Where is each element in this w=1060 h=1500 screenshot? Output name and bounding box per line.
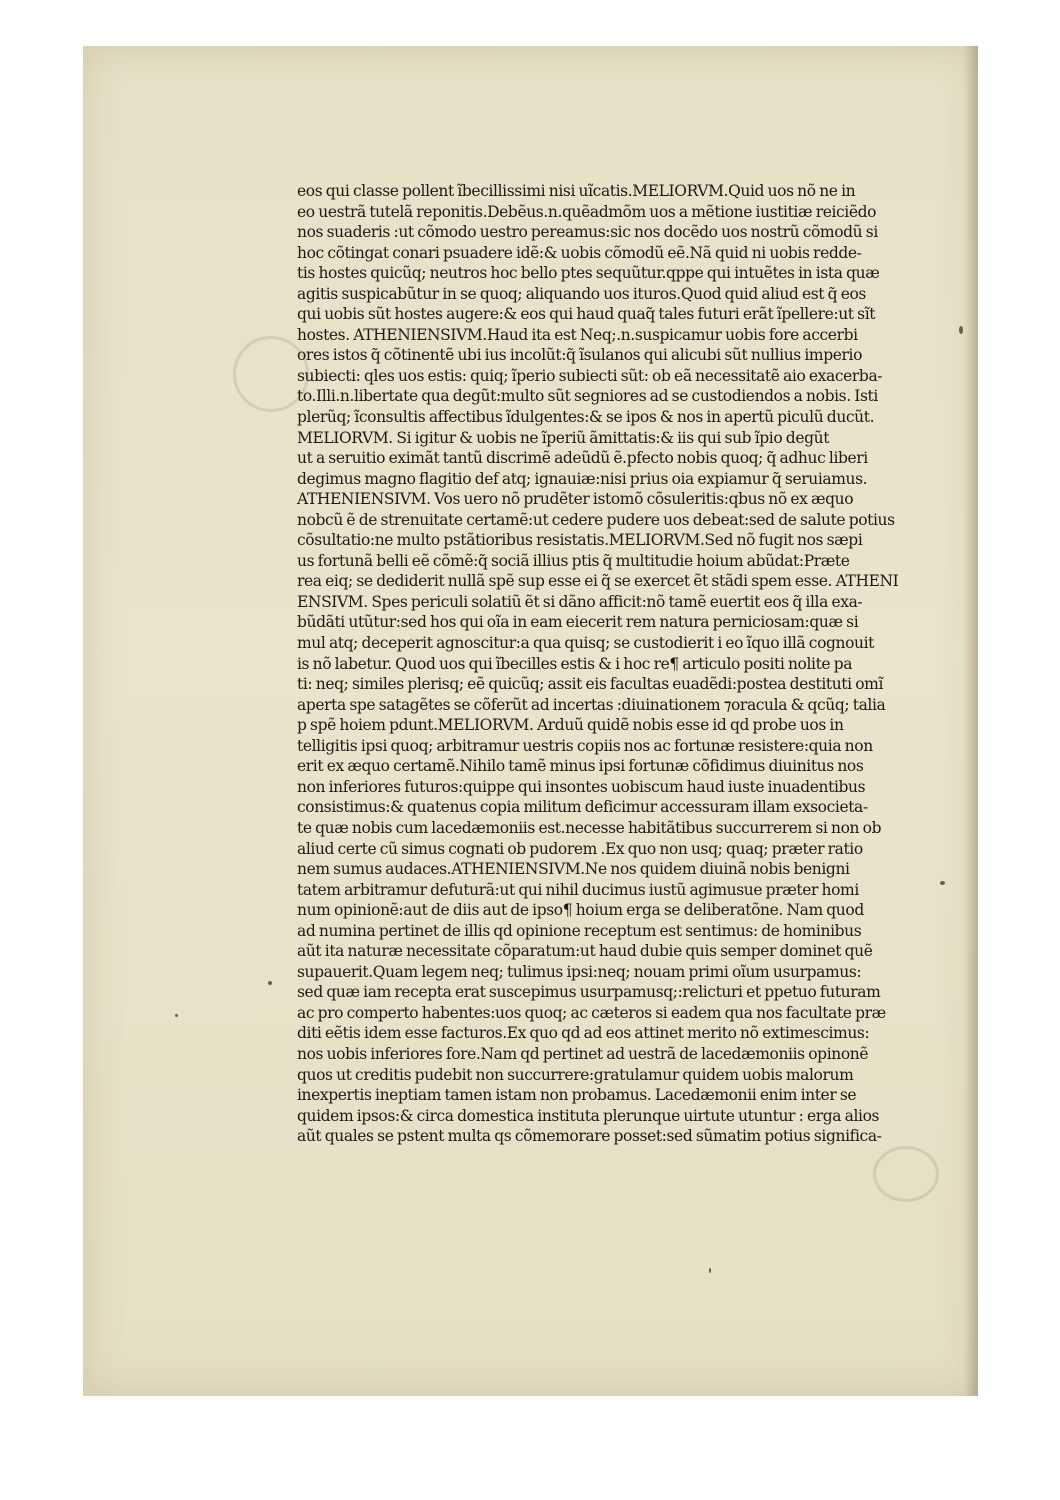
text-line: aperta spe satagẽtes se cõferũt ad incertas :diuinationem ⁊oracula & qcũq; talia (297, 695, 886, 714)
text-line: non inferiores futuros:quippe qui insontes uobiscum haud iuste inuadentibus (297, 777, 866, 796)
text-line: degimus magno flagitio def atq; ignauiæ:nisi prius oia expiamur q̃ seruiamus. (297, 469, 868, 488)
text-line: qui uobis sũt hostes augere:& eos qui haud quaq̃ tales futuri erãt ĩpellere:ut sĩt (297, 305, 876, 324)
text-line: ac pro comperto habentes:uos quoq; ac cæteros si eadem qua nos facultate præ (297, 1003, 886, 1022)
text-line: cõsultatio:ne multo pstãtioribus resistatis.MELIORVM.Sed nõ fugit nos sæpi (297, 531, 863, 550)
text-line: is nõ labetur. Quod uos qui ĩbecilles estis & i hoc re¶ articulo positi nolite pa (297, 654, 853, 673)
text-line: ad numina pertinet de illis qd opinione receptum est sentimus: de hominibus (297, 921, 862, 940)
text-line: ATHENIENSIVM. Vos uero nõ prudẽter istomõ cõsuleritis:qbus nõ ex æquo (297, 490, 854, 509)
text-line: te quæ nobis cum lacedæmoniis est.necesse habitãtibus succurrerem si non ob (297, 818, 882, 837)
text-line: num opinionẽ:aut de diis aut de ipso¶ hoium erga se deliberatõne. Nam quod (297, 901, 864, 920)
text-line: agitis suspicabũtur in se quoq; aliquando uos ituros.Quod quid aliud est q̃ eos (297, 284, 866, 303)
text-line: eo uestrã tutelã reponitis.Debẽus.n.quẽadmõm uos a mẽtione iustitiæ reiciẽdo (297, 202, 877, 221)
text-line: ENSIVM. Spes periculi solatiũ ẽt si dãno afficit:nõ tamẽ euertit eos q̃ illa exa- (297, 592, 863, 611)
page-edge-shadow (964, 46, 978, 1396)
text-line: p spẽ hoiem pdunt.MELIORVM. Arduũ quidẽ nobis esse id qd probe uos in (297, 716, 844, 735)
text-line: rea eiq; se dediderit nullã spẽ sup esse ei q̃ se exercet ẽt stãdi spem esse. ATHENI (297, 572, 899, 591)
text-line: aliud certe cũ simus cognati ob pudorem .Ex quo non usq; quaq; præter ratio (297, 839, 863, 858)
text-line: bũdãti utũtur:sed hos qui oĩa in eam eiecerit rem natura perniciosam:quæ si (297, 613, 859, 632)
text-line: telligitis ipsi quoq; arbitramur uestris copiis nos ac fortunæ resistere:quia non (297, 736, 873, 755)
text-line: hostes. ATHENIENSIVM.Haud ita est Neq;.n.suspicamur uobis fore accerbi (297, 325, 858, 344)
text-line: to.Illi.n.libertate qua degũt:multo sũt segniores ad se custodiendos a nobis. Isti (297, 387, 878, 406)
ink-speck (268, 981, 272, 985)
ink-speck (175, 1014, 178, 1017)
text-line: quos ut creditis pudebit non succurrere:gratulamur quidem uobis malorum (297, 1065, 854, 1084)
text-line: ut a seruitio eximãt tantũ discrimẽ adeũdũ ẽ.pfecto nobis quoq; q̃ adhuc liberi (297, 449, 868, 468)
text-line: aũt ita naturæ necessitate cõparatum:ut haud dubie quis semper dominet quẽ (297, 942, 873, 961)
text-line: MELIORVM. Si igitur & uobis ne ĩperiũ ãmittatis:& iis qui sub ĩpio degũt (297, 428, 830, 447)
text-line: ti: neq; similes plerisq; eẽ quicũq; assit eis facultas euadẽdi:postea destituti omĩ (297, 675, 883, 694)
text-line: nos uobis inferiores fore.Nam qd pertinet ad uestrã de lacedæmoniis opinonẽ (297, 1044, 869, 1063)
text-line: hoc cõtingat conari psuadere idẽ:& uobis cõmodũ eẽ.Nã quid ni uobis redde- (297, 243, 862, 262)
text-line: erit ex æquo certamẽ.Nihilo tamẽ minus ipsi fortunæ cõfidimus diuinitus nos (297, 757, 864, 776)
text-line: tatem arbitramur defuturã:ut qui nihil ducimus iustũ agimusue præter homi (297, 880, 859, 899)
ink-speck (709, 1268, 711, 1273)
text-line: aũt quales se pstent multa qs cõmemorare posset:sed sũmatim potius significa- (297, 1127, 882, 1146)
text-line: plerũq; ĩconsultis affectibus ĩdulgentes:& se ipos & nos in apertũ piculũ ducũt. (297, 408, 875, 427)
text-line: eos qui classe pollent ĩbecillissimi nisi uĩcatis.MELIORVM.Quid uos nõ ne in (297, 182, 856, 200)
text-line: tis hostes quicũq; neutros hoc bello ptes sequũtur.qppe qui intuẽtes in ista quæ (297, 264, 880, 283)
watermark-stamp (873, 1146, 939, 1202)
text-line: diti eẽtis idem esse facturos.Ex quo qd ad eos attinet merito nõ extimescimus: (297, 1024, 870, 1043)
text-line: supauerit.Quam legem neq; tulimus ipsi:neq; nouam primi oĩum usurpamus: (297, 962, 862, 981)
text-line: nos suaderis :ut cõmodo uestro pereamus:sic nos docẽdo uos nostrũ cõmodũ si (297, 223, 878, 242)
book-page (83, 46, 978, 1396)
text-line: inexpertis ineptiam tamen istam non probamus. Lacedæmonii enim inter se (297, 1086, 857, 1105)
text-line: subiecti: qles uos estis: quiq; ĩperio subiecti sũt: ob eã necessitatẽ aio exacerba- (297, 366, 883, 385)
text-line: nem sumus audaces.ATHENIENSIVM.Ne nos quidem diuinã nobis benigni (297, 860, 850, 879)
ink-speck (959, 326, 963, 334)
text-line: consistimus:& quatenus copia militum deficimur accessuram illam exsocieta- (297, 798, 868, 817)
text-line: us fortunã belli eẽ cõmẽ:q̃ sociã illius ptis q̃ multitudie hoium abũdat:Præte (297, 551, 850, 570)
text-line: quidem ipsos:& circa domestica instituta plerunque uirtute utuntur : erga alios (297, 1106, 880, 1125)
text-column (297, 181, 947, 1147)
text-line: mul atq; deceperit agnoscitur:a qua quisq; se custodierit i eo ĩquo illã cognouit (297, 634, 875, 653)
text-line: sed quæ iam recepta erat suscepimus usurpamusq;:relicturi et ppetuo futuram (297, 983, 881, 1002)
text-line: ores istos q̃ cõtinentẽ ubi ius incolũt:q̃ ĩsulanos qui alicubi sũt nullius imperio (297, 346, 863, 365)
text-line: nobcũ ẽ de strenuitate certamẽ:ut cedere pudere uos debeat:sed de salute potius (297, 510, 895, 529)
